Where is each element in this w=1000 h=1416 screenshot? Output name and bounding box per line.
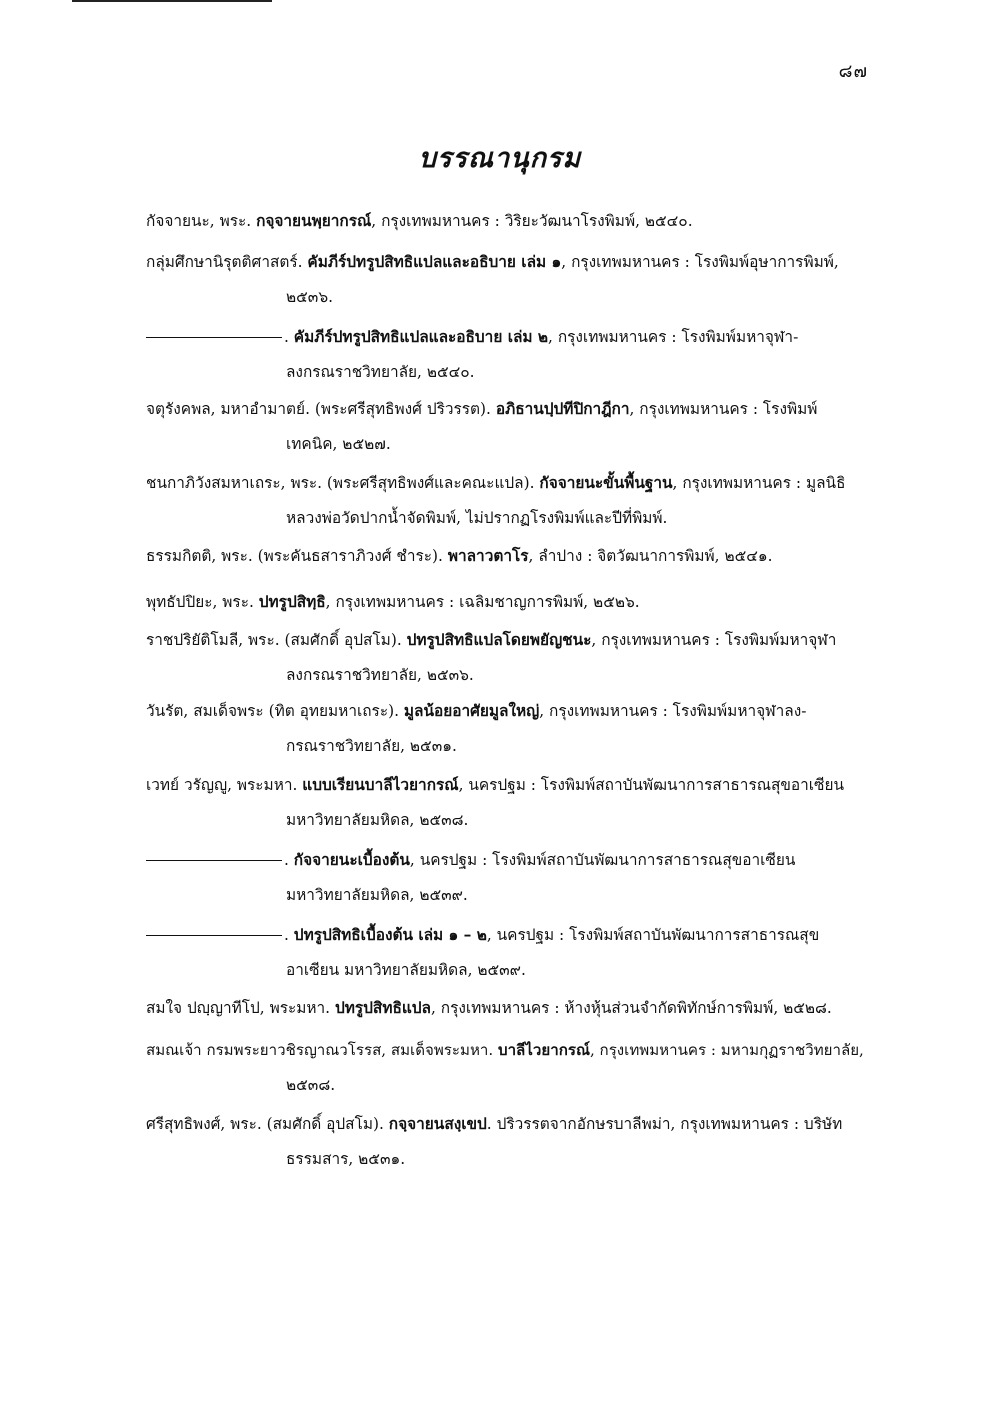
entry-publication: , นครปฐม : โรงพิมพ์สถาบันพัฒนาการสาธารณสุขอาเซียน <box>409 851 796 869</box>
entry-first-line <box>146 204 870 239</box>
entry-book-title: กจฺจายนสงฺเขป <box>388 1115 487 1133</box>
entry-publication: , กรุงเทพมหานคร : มหามกุฏราชวิทยาลัย, <box>589 1041 864 1059</box>
entry-book-title: ปทรูปสิทธิแปล <box>334 999 431 1017</box>
entry-publication: , กรุงเทพมหานคร : มูลนิธิ <box>672 474 846 492</box>
bibliography-entry <box>146 694 870 764</box>
bibliography-entry <box>146 918 870 988</box>
entry-continuation: มหาวิทยาลัยมหิดล, ๒๕๓๘. <box>286 811 469 829</box>
entry-first-line <box>146 320 870 355</box>
scan-edge-line <box>72 0 272 2</box>
entry-book-title: แบบเรียนบาลีไวยากรณ์ <box>302 776 459 794</box>
entry-author: สมณเจ้า กรมพระยาวชิรญาณวโรรส, สมเด็จพระมหา. <box>146 1041 498 1059</box>
entry-publication: , กรุงเทพมหานคร : วิริยะวัฒนาโรงพิมพ์, ๒๕๔๐. <box>371 212 693 230</box>
entry-book-title: คัมภีร์ปทรูปสิทธิแปลและอธิบาย เล่ม ๑ <box>307 253 562 271</box>
entry-first-line <box>146 1107 870 1142</box>
entry-continuation: ลงกรณราชวิทยาลัย, ๒๕๔๐. <box>286 363 475 381</box>
bibliography-entry <box>146 991 870 1026</box>
entry-continuation: หลวงพ่อวัดปากน้ำจัดพิมพ์, ไม่ปรากฏโรงพิมพ์และปีที่พิมพ์. <box>286 509 668 527</box>
page-number: ๘๗ <box>838 61 868 82</box>
entry-first-line <box>146 694 870 729</box>
entry-author: วันรัต, สมเด็จพระ (ทิต อุทยมหาเถระ). <box>146 702 404 720</box>
entry-author: สมใจ ปญฺญาทีโป, พระมหา. <box>146 999 335 1017</box>
bibliography-entry <box>146 466 870 536</box>
entry-continuation: ลงกรณราชวิทยาลัย, ๒๕๓๖. <box>286 666 474 684</box>
entry-first-line <box>146 392 870 427</box>
entry-publication: , ลำปาง : จิตวัฒนาการพิมพ์, ๒๕๔๑. <box>528 547 773 565</box>
bibliography-entry <box>146 245 870 315</box>
entry-first-line <box>146 623 870 658</box>
entry-author: กัจจายนะ, พระ. <box>146 212 257 230</box>
entry-book-title: บาลีไวยากรณ์ <box>498 1041 590 1059</box>
entry-book-title: กจฺจายนพฺยากรณ์ <box>256 212 372 230</box>
bibliography-entry <box>146 392 870 462</box>
entry-publication: , กรุงเทพมหานคร : เฉลิมชาญการพิมพ์, ๒๕๒๖. <box>325 593 640 611</box>
bibliography-entry <box>146 623 870 693</box>
entry-author: . <box>284 851 294 869</box>
entry-publication: , นครปฐม : โรงพิมพ์สถาบันพัฒนาการสาธารณสุข <box>486 926 820 944</box>
entry-book-title: กัจจายนะเบื้องต้น <box>293 851 410 869</box>
entry-author: เวทย์ วรัญญู, พระมหา. <box>146 776 303 794</box>
entry-author: ธรรมกิตติ, พระ. (พระคันธสาราภิวงศ์ ชำระ). <box>146 547 448 565</box>
entry-author: ศรีสุทธิพงศ์, พระ. (สมศักดิ์ อุปสโม). <box>146 1115 389 1133</box>
bibliography-entry <box>146 320 870 390</box>
entry-continuation: ธรรมสาร, ๒๕๓๑. <box>286 1150 406 1168</box>
entry-continuation: ๒๕๓๖. <box>286 288 333 306</box>
entry-first-line <box>146 918 870 953</box>
entry-author: . <box>284 328 294 346</box>
entry-book-title: มูลน้อยอาศัยมูลใหญ่ <box>403 702 540 720</box>
entry-book-title: อภิธานปฺปทีปิกาฎีกา <box>495 400 630 418</box>
entry-continuation: มหาวิทยาลัยมหิดล, ๒๕๓๙. <box>286 886 468 904</box>
entry-publication: , กรุงเทพมหานคร : โรงพิมพ์มหาจุฬา- <box>548 328 799 346</box>
entry-author: พุทธัปปิยะ, พระ. <box>146 593 259 611</box>
entry-book-title: ปทรูปสิทธิแปลโดยพยัญชนะ <box>406 631 592 649</box>
entry-first-line <box>146 1033 870 1068</box>
entry-publication: , กรุงเทพมหานคร : โรงพิมพ์มหาจุฬา <box>591 631 837 649</box>
same-author-rule <box>146 935 282 936</box>
entry-publication: , กรุงเทพมหานคร : ห้างหุ้นส่วนจำกัดพิทักษ์การพิมพ์, ๒๕๒๘. <box>430 999 832 1017</box>
entry-author: จตุรังคพล, มหาอำมาตย์. (พระศรีสุทธิพงศ์ ปริวรรต). <box>146 400 496 418</box>
entry-publication: , กรุงเทพมหานคร : โรงพิมพ์ <box>629 400 818 418</box>
entry-author: ชนกาภิวังสมหาเถระ, พระ. (พระศรีสุทธิพงศ์และคณะแปล). <box>146 474 540 492</box>
entry-continuation: เทคนิค, ๒๕๒๗. <box>286 435 391 453</box>
entry-first-line <box>146 843 870 878</box>
entry-book-title: ปทรูปสิทฺธิ <box>258 593 326 611</box>
entry-continuation: อาเซียน มหาวิทยาลัยมหิดล, ๒๕๓๙. <box>286 961 526 979</box>
page-title: บรรณานุกรม <box>418 143 582 174</box>
entry-first-line <box>146 585 870 620</box>
entry-continuation: ๒๕๓๘. <box>286 1076 336 1094</box>
bibliography-entry <box>146 539 870 574</box>
bibliography-entry <box>146 843 870 913</box>
bibliography-entry <box>146 1033 870 1103</box>
entry-author: ราชปริยัติโมลี, พระ. (สมศักดิ์ อุปสโม). <box>146 631 407 649</box>
bibliography-entry <box>146 768 870 838</box>
entry-first-line <box>146 991 870 1026</box>
entry-author: . <box>284 926 294 944</box>
entry-continuation: กรณราชวิทยาลัย, ๒๕๓๑. <box>286 737 457 755</box>
same-author-rule <box>146 860 282 861</box>
entry-book-title: พาลาวตาโร <box>447 547 529 565</box>
entry-book-title: คัมภีร์ปทรูปสิทธิแปลและอธิบาย เล่ม ๒ <box>293 328 549 346</box>
entry-publication: , นครปฐม : โรงพิมพ์สถาบันพัฒนาการสาธารณสุขอาเซียน <box>458 776 845 794</box>
entry-publication: , กรุงเทพมหานคร : โรงพิมพ์มหาจุฬาลง- <box>539 702 807 720</box>
bibliography-entry <box>146 1107 870 1177</box>
entry-publication: . ปริวรรตจากอักษรบาลีพม่า, กรุงเทพมหานคร : บริษัท <box>486 1115 843 1133</box>
entry-first-line <box>146 539 870 574</box>
entry-first-line <box>146 245 870 280</box>
entry-first-line <box>146 768 870 803</box>
bibliography-entry <box>146 585 870 620</box>
bibliography-entry <box>146 204 870 239</box>
entry-book-title: กัจจายนะขั้นพื้นฐาน <box>539 474 673 492</box>
entry-publication: , กรุงเทพมหานคร : โรงพิมพ์อุษาการพิมพ์, <box>561 253 839 271</box>
same-author-rule <box>146 337 282 338</box>
entry-book-title: ปทรูปสิทธิเบื้องต้น เล่ม ๑ – ๒ <box>293 926 487 944</box>
entry-author: กลุ่มศึกษานิรุตติศาสตร์. <box>146 253 308 271</box>
entry-first-line <box>146 466 870 501</box>
